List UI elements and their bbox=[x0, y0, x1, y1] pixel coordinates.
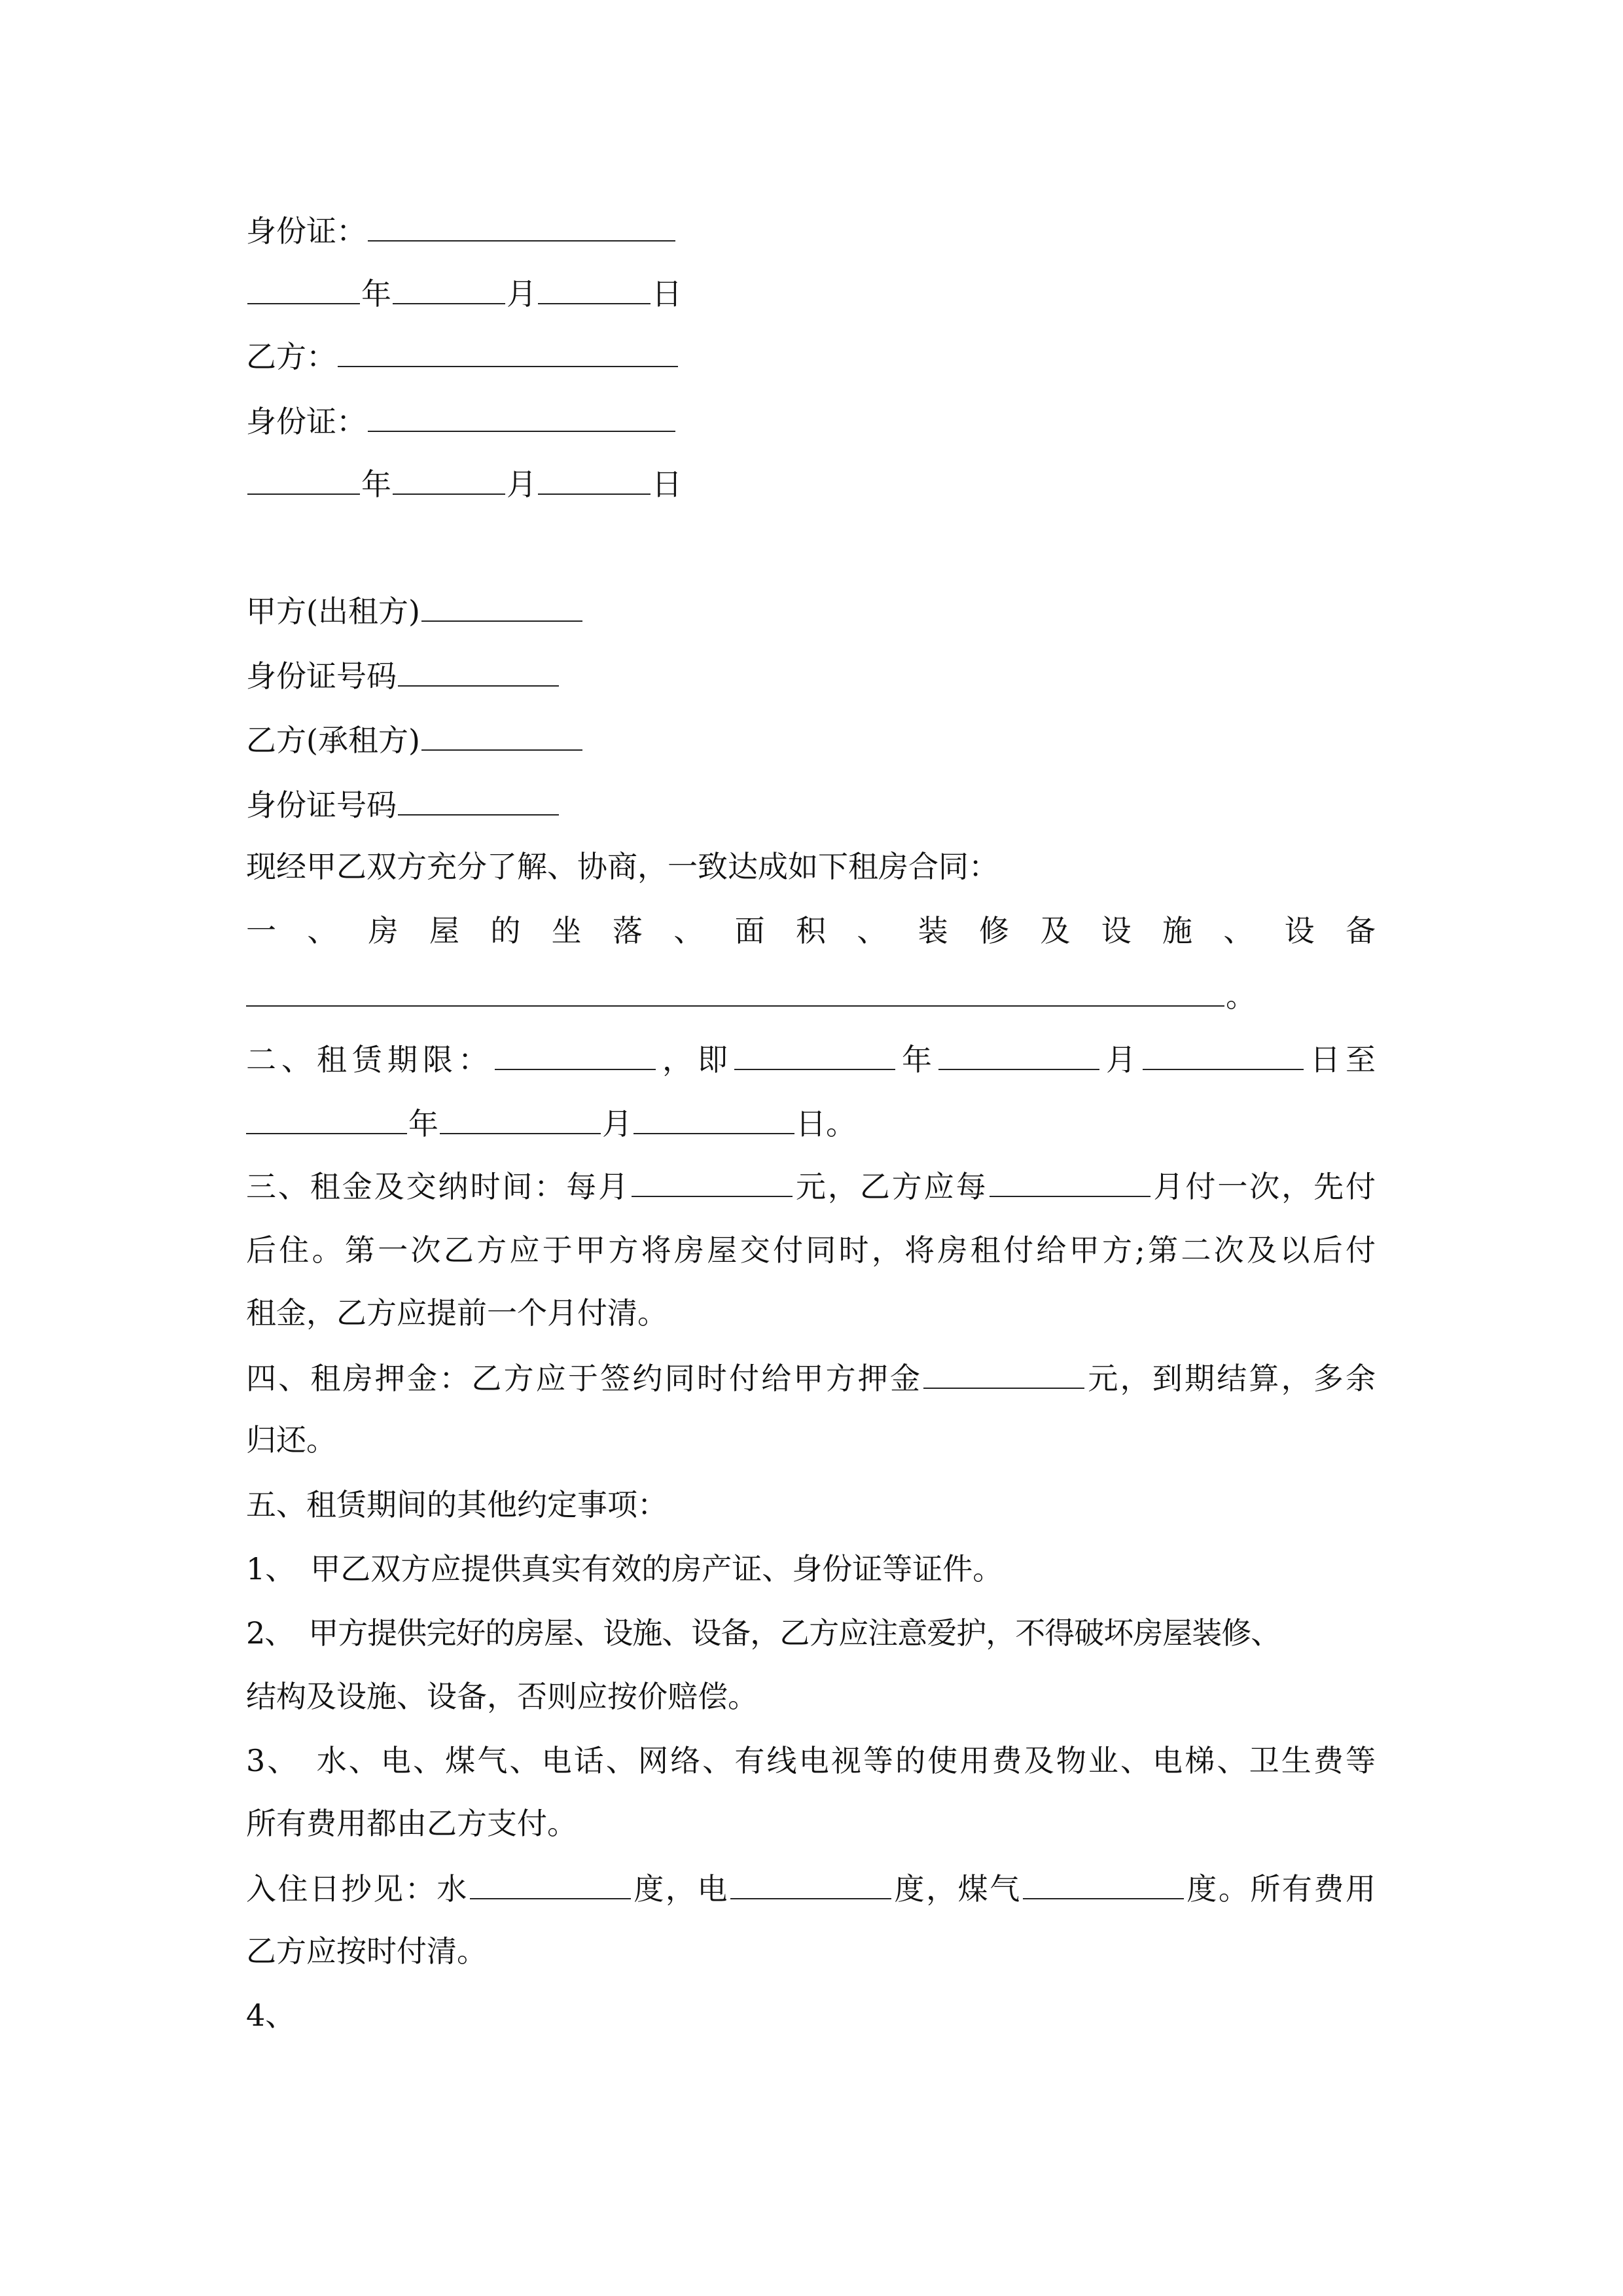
tenant-id-line bbox=[246, 784, 560, 825]
start-year-blank[interactable] bbox=[734, 1039, 895, 1070]
section-4-line-2: 归还。 bbox=[246, 1422, 336, 1458]
tenant-line bbox=[246, 719, 584, 760]
property-blank[interactable] bbox=[246, 975, 1224, 1007]
meter-line-2: 乙方应按时付清。 bbox=[246, 1933, 487, 1969]
landlord-id-line bbox=[246, 655, 560, 696]
party-b-line bbox=[246, 336, 679, 376]
label: 入住日抄见：水 bbox=[246, 1871, 469, 1907]
month-blank[interactable] bbox=[393, 463, 505, 495]
label: 度，电 bbox=[632, 1871, 730, 1907]
end-day-blank[interactable] bbox=[633, 1103, 794, 1134]
label: 年 bbox=[408, 1106, 438, 1141]
deposit-blank[interactable] bbox=[923, 1357, 1084, 1389]
landlord-id-blank[interactable] bbox=[398, 655, 559, 687]
id-line-2 bbox=[246, 401, 677, 441]
id-blank[interactable] bbox=[368, 210, 675, 242]
label: 四、租房押金：乙方应于签约同时付给甲方押金 bbox=[246, 1361, 923, 1396]
label: 年 bbox=[897, 1042, 937, 1077]
section-2-line-1 bbox=[246, 1039, 1376, 1079]
item-2-line-1: 2、 甲方提供完好的房屋、设施、设备，乙方应注意爱护，不得破坏房屋装修、 bbox=[246, 1615, 1281, 1651]
electric-blank[interactable] bbox=[730, 1868, 891, 1899]
date-line-1 bbox=[246, 273, 682, 314]
term-blank[interactable] bbox=[495, 1039, 656, 1070]
id-line-1 bbox=[246, 210, 677, 251]
year-blank[interactable] bbox=[247, 273, 360, 304]
label: 度。所有费用 bbox=[1185, 1871, 1376, 1907]
section-5-title: 五、租赁期间的其他约定事项： bbox=[246, 1487, 668, 1522]
party-b-blank[interactable] bbox=[338, 336, 678, 367]
label: ，即 bbox=[657, 1042, 733, 1077]
day-blank[interactable] bbox=[538, 463, 651, 495]
tenant-blank[interactable] bbox=[421, 719, 582, 751]
item-2-line-2: 结构及设施、设备，否则应按价赔偿。 bbox=[246, 1679, 758, 1714]
section-1-title: 一 、 房 屋 的 坐 落 、 面 积 、 装 修 及 设 施 、 设 备 bbox=[246, 913, 1376, 948]
end-month-blank[interactable] bbox=[440, 1103, 601, 1134]
year-blank[interactable] bbox=[247, 463, 360, 495]
label: 月 bbox=[602, 1106, 632, 1141]
pay-months-blank[interactable] bbox=[990, 1166, 1150, 1197]
item-3-line-1: 3、 水、电、煤气、电话、网络、有线电视等的使用费及物业、电梯、卫生费等 bbox=[246, 1743, 1376, 1778]
item-1: 1、 甲乙双方应提供真实有效的房产证、身份证等证件。 bbox=[246, 1551, 1003, 1587]
label: 。 bbox=[1226, 978, 1256, 1014]
label: 年 bbox=[361, 467, 391, 502]
label: 月 bbox=[507, 276, 537, 312]
section-3-line-1 bbox=[246, 1166, 1376, 1206]
end-year-blank[interactable] bbox=[246, 1103, 407, 1134]
landlord-blank[interactable] bbox=[421, 590, 582, 622]
id-blank[interactable] bbox=[368, 401, 675, 432]
rent-blank[interactable] bbox=[632, 1166, 793, 1197]
start-month-blank[interactable] bbox=[938, 1039, 1099, 1070]
meter-line bbox=[246, 1868, 1376, 1909]
section-2-line-2 bbox=[246, 1103, 856, 1143]
item-4: 4、 bbox=[246, 1998, 296, 2033]
section-3-line-3: 租金，乙方应提前一个月付清。 bbox=[246, 1295, 668, 1331]
day-blank[interactable] bbox=[538, 273, 651, 304]
label: 二、租赁期限： bbox=[246, 1042, 493, 1077]
label: 月付一次，先付 bbox=[1151, 1169, 1376, 1204]
label: 乙方(承租方) bbox=[246, 723, 420, 758]
section-3-line-2: 后住。第一次乙方应于甲方将房屋交付同时，将房租付给甲方;第二次及以后付 bbox=[246, 1232, 1376, 1268]
label: 日。 bbox=[796, 1106, 856, 1141]
label: 元，乙方应每 bbox=[794, 1169, 988, 1204]
label: 年 bbox=[361, 276, 391, 312]
section-4-line-1 bbox=[246, 1357, 1376, 1398]
label: 三、租金及交纳时间：每月 bbox=[246, 1169, 631, 1204]
label: 身份证： bbox=[246, 404, 366, 439]
water-blank[interactable] bbox=[470, 1868, 631, 1899]
label: 元，到期结算，多余 bbox=[1086, 1361, 1376, 1396]
label: 月 bbox=[507, 467, 537, 502]
label: 日至 bbox=[1305, 1042, 1376, 1077]
gas-blank[interactable] bbox=[1023, 1868, 1184, 1899]
label: 乙方： bbox=[246, 339, 336, 374]
start-day-blank[interactable] bbox=[1143, 1039, 1304, 1070]
label: 日 bbox=[652, 467, 682, 502]
month-blank[interactable] bbox=[393, 273, 505, 304]
label: 甲方(出租方) bbox=[246, 594, 420, 629]
section-1-blank-line bbox=[246, 975, 1256, 1016]
label: 度，煤气 bbox=[893, 1871, 1022, 1907]
label: 月 bbox=[1101, 1042, 1141, 1077]
landlord-line bbox=[246, 590, 584, 631]
item-3-line-2: 所有费用都由乙方支付。 bbox=[246, 1806, 577, 1841]
label: 身份证号码 bbox=[246, 658, 397, 694]
intro: 现经甲乙双方充分了解、协商，一致达成如下租房合同： bbox=[246, 849, 999, 884]
tenant-id-blank[interactable] bbox=[398, 784, 559, 816]
date-line-2 bbox=[246, 463, 682, 504]
label: 身份证： bbox=[246, 213, 366, 249]
label: 身份证号码 bbox=[246, 787, 397, 823]
label: 日 bbox=[652, 276, 682, 312]
